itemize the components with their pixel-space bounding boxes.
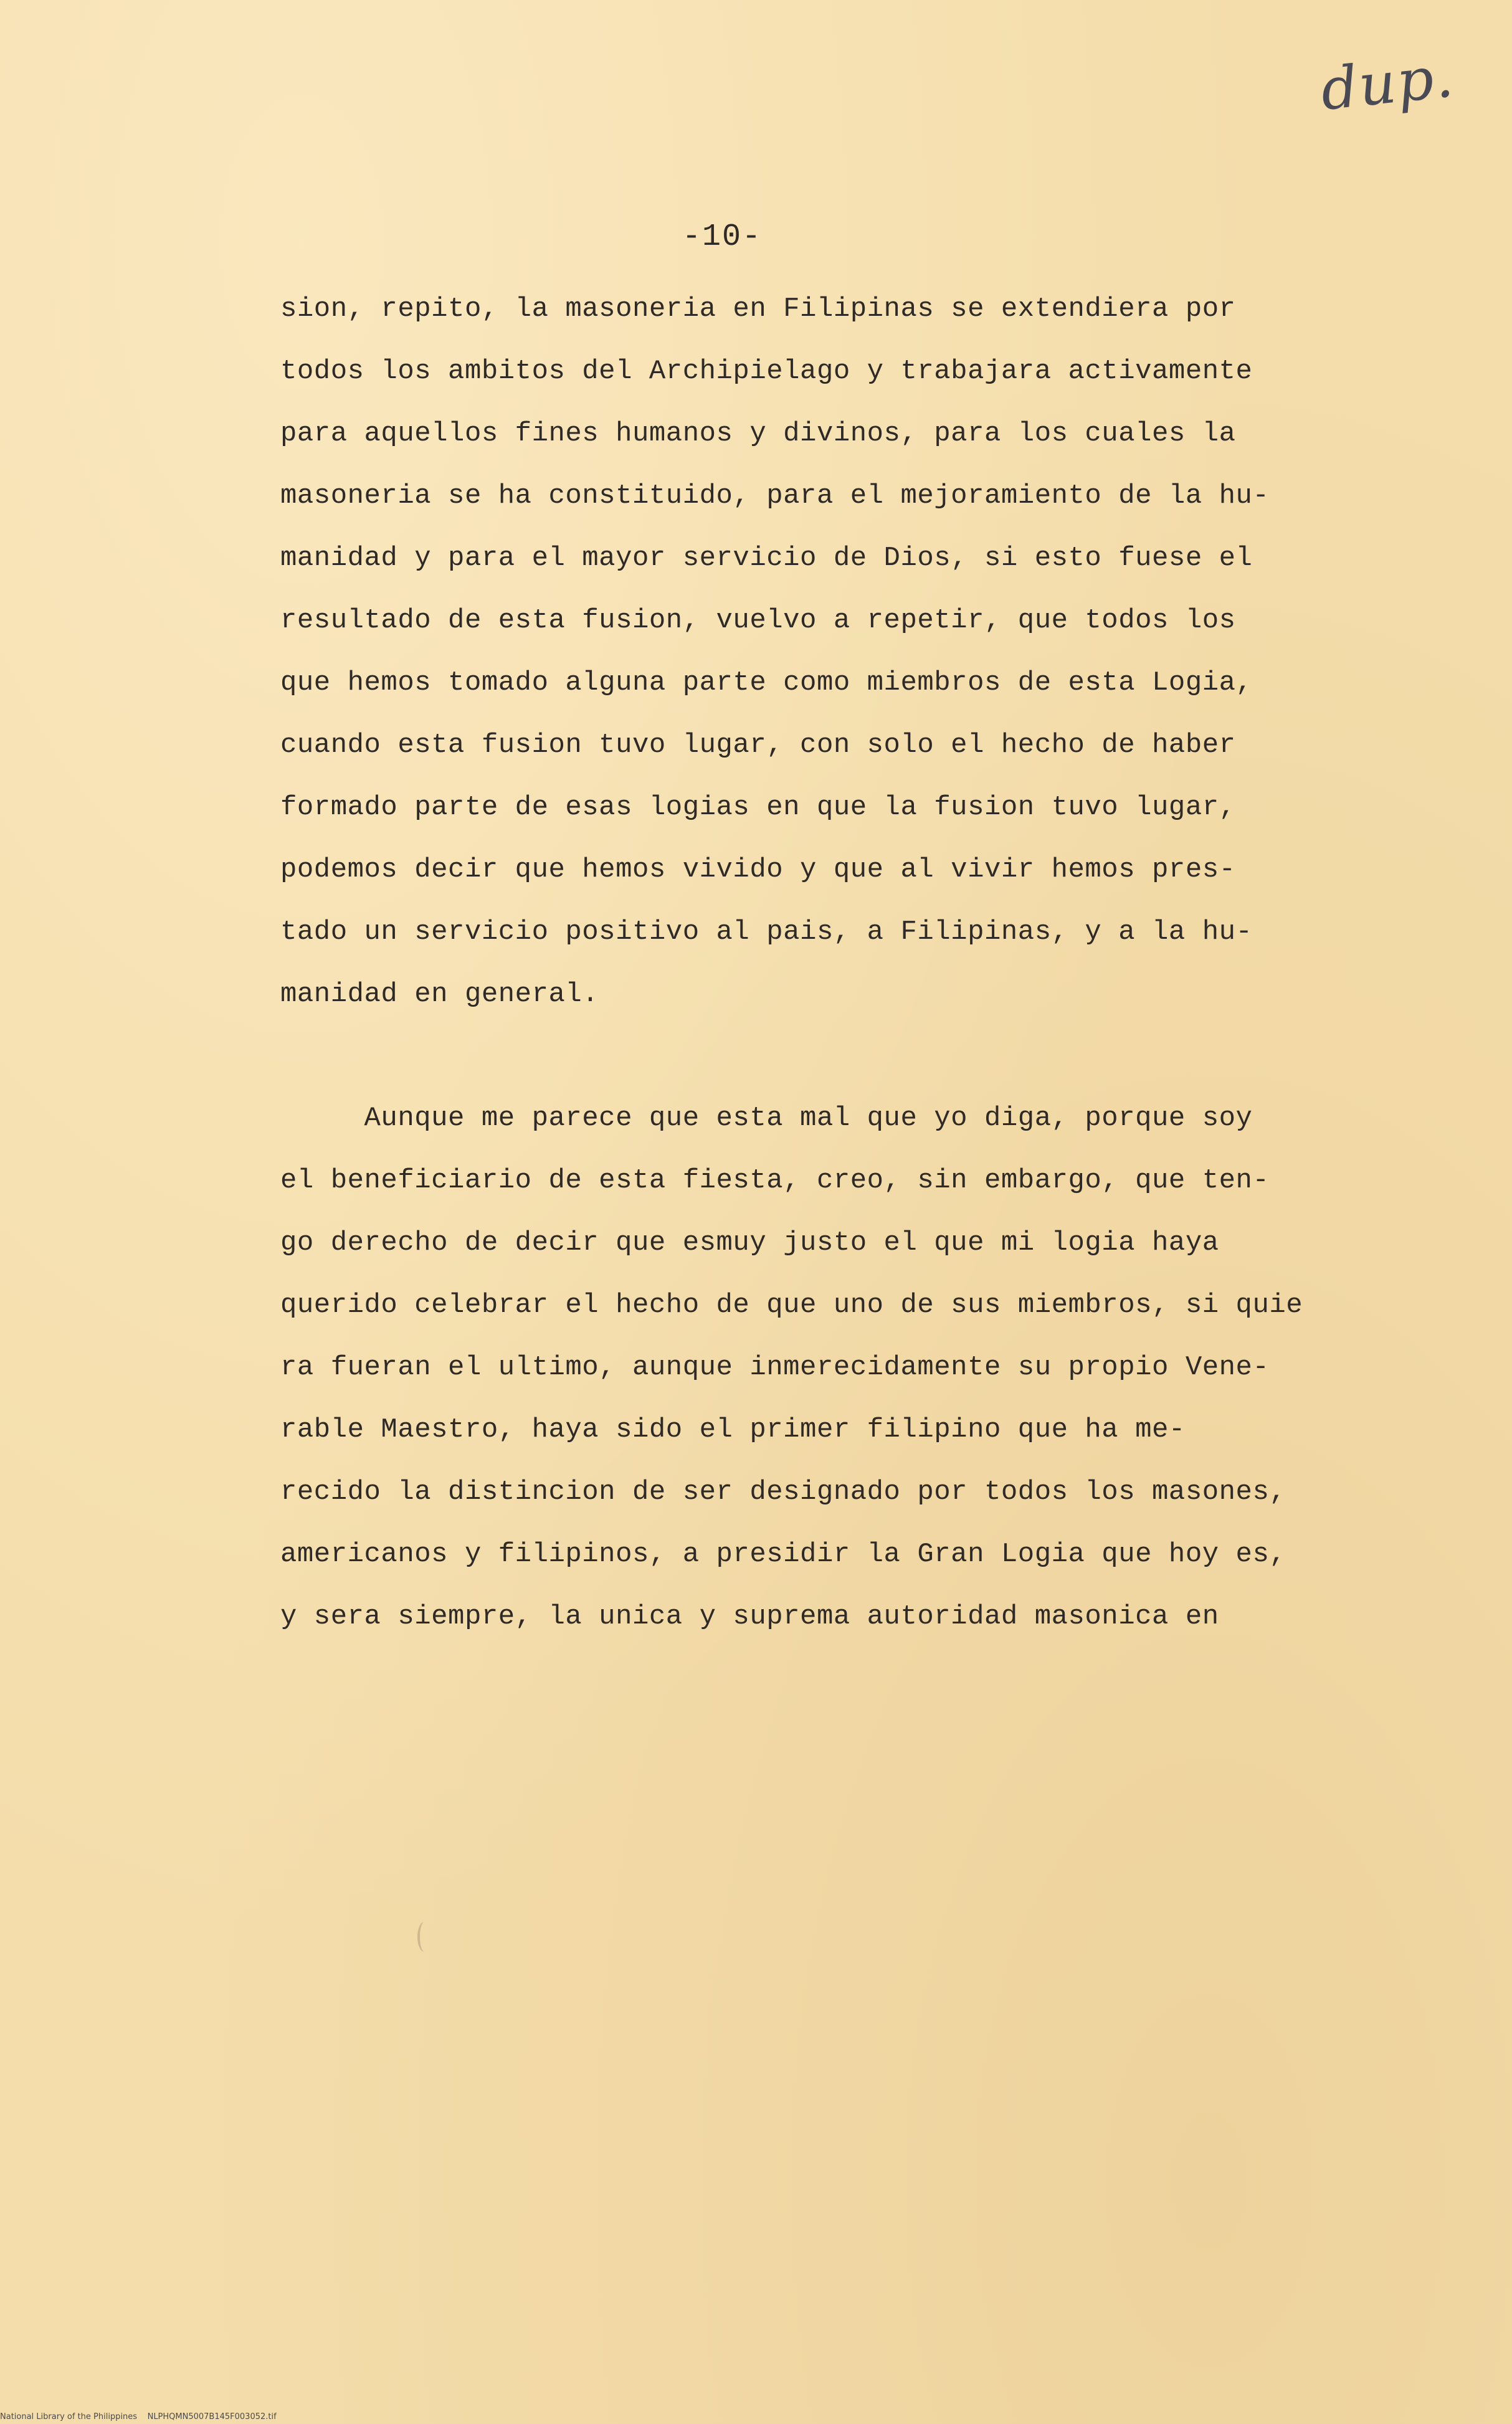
text-line: manidad y para el mayor servicio de Dios, si esto fuese el	[280, 543, 1253, 574]
text-line: masoneria se ha constituido, para el mejoramiento de la hu-	[280, 480, 1270, 511]
handwritten-annotation: dup.	[1317, 43, 1458, 123]
text-line: tado un servicio positivo al pais, a Filipinas, y a la hu-	[280, 916, 1253, 948]
text-line: rable Maestro, haya sido el primer filipino que ha me-	[280, 1414, 1186, 1445]
text-line: para aquellos fines humanos y divinos, para los cuales la	[280, 418, 1236, 449]
scan-footer: National Library of the Philippines NLPHQMN5007B145F003052.tif	[0, 2412, 277, 2422]
text-line: resultado de esta fusion, vuelvo a repetir, que todos los	[280, 605, 1236, 636]
text-line: el beneficiario de esta fiesta, creo, sin embargo, que ten-	[280, 1165, 1270, 1196]
text-line: ra fueran el ultimo, aunque inmerecidamente su propio Vene-	[280, 1352, 1270, 1383]
text-line: y sera siempre, la unica y suprema autoridad masonica en	[280, 1601, 1219, 1632]
text-line: sion, repito, la masoneria en Filipinas se extendiera por	[280, 293, 1236, 325]
page-number: -10-	[682, 219, 763, 255]
text-line: cuando esta fusion tuvo lugar, con solo el hecho de haber	[280, 730, 1236, 761]
text-line: manidad en general.	[280, 979, 599, 1010]
ink-smudge	[417, 1922, 431, 1952]
text-line: podemos decir que hemos vivido y que al vivir hemos pres-	[280, 854, 1236, 885]
text-line: recido la distincion de ser designado por todos los masones,	[280, 1476, 1286, 1508]
text-line: querido celebrar el hecho de que uno de sus miembros, si quie	[280, 1290, 1303, 1321]
text-line: go derecho de decir que esmuy justo el que mi logia haya	[280, 1227, 1219, 1258]
text-line: americanos y filipinos, a presidir la Gran Logia que hoy es,	[280, 1539, 1286, 1570]
text-line: Aunque me parece que esta mal que yo diga, porque soy	[280, 1103, 1253, 1134]
text-line: que hemos tomado alguna parte como miembros de esta Logia,	[280, 667, 1253, 698]
text-line: formado parte de esas logias en que la fusion tuvo lugar,	[280, 792, 1236, 823]
text-line: todos los ambitos del Archipielago y trabajara activamente	[280, 356, 1253, 387]
